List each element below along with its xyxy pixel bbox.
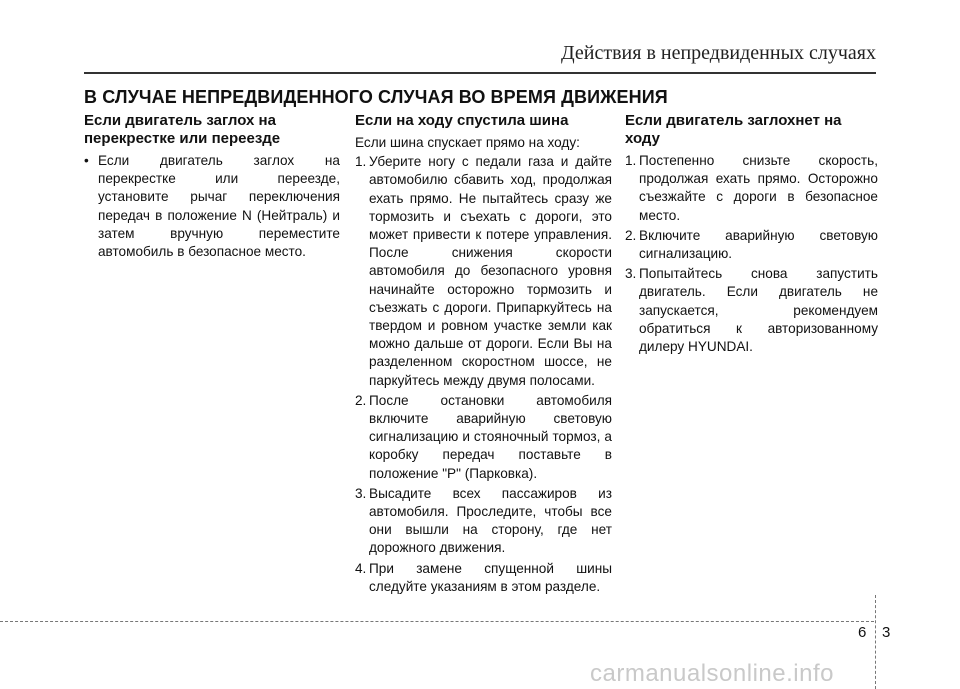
footer-dashed-rule: [0, 621, 874, 622]
list-number: 4.: [355, 560, 367, 576]
list-item: [355, 560, 612, 596]
list-item-text: После остановки автомобиля включите аварийную световую сигнализацию и стояночный тормоз, а коробку передач поставьте в положение "P" (Парковка).: [369, 392, 612, 481]
list-item: [355, 153, 612, 390]
list-number: 1.: [355, 154, 367, 170]
heading-flat-tire: Если на ходу спустила шина: [355, 112, 569, 129]
list-item-text: Попытайтесь снова запустить двигатель. Если двигатель не запускается, рекомендуем обратиться к авторизованному дилеру HYUNDAI.: [639, 266, 878, 355]
list-item: [355, 392, 612, 483]
list-item: [84, 152, 340, 261]
list-number: 3.: [355, 485, 367, 501]
list-item-text: При замене спущенной шины следуйте указаниям в этом разделе.: [369, 560, 612, 594]
bullet-marker: •: [84, 153, 89, 168]
list-number: 2.: [625, 227, 637, 243]
list-item-text: Уберите ногу с педали газа и дайте автомобилю сбавить ход, продолжая ехать прямо. Не пытайтесь сразу же тормозить и съехать с дороги, это может привести к потере управления. После снижения скорости автомобиля до безопасного уровня начинайте осторожно тормозить и съезжать с дороги. Припаркуйтесь на твердом и ровном участке земли как можно дальше от дороги. Если Вы на разделенном скоростном шоссе, не паркуйтесь между двумя полосами.: [369, 154, 612, 388]
list-item-text: Если двигатель заглох на перекрестке или переезде, установите рычаг переключения передач в положение N (Нейтраль) и затем вручную переместите автомобиль в безопасное место.: [98, 153, 340, 260]
chapter-title: Действия в непредвиденных случаях: [561, 42, 876, 64]
watermark: carmanualsonline.info: [590, 660, 834, 687]
intro-text: Если шина спускает прямо на ходу:: [355, 135, 580, 150]
list-item-text: Постепенно снизьте скорость, продолжая ехать прямо. Осторожно съезжайте с дороги в безопасное место.: [639, 153, 878, 223]
section-title: В СЛУЧАЕ НЕПРЕДВИДЕННОГО СЛУЧАЯ ВО ВРЕМЯ ДВИЖЕНИЯ: [84, 87, 668, 107]
column-engine-stall-crossing: [84, 112, 340, 263]
page-chapter-number: 6: [858, 624, 867, 641]
footer-vertical-divider: [875, 595, 876, 689]
list-number: 2.: [355, 392, 367, 408]
heading-engine-stall-driving: Если двигатель заглохнет на ходу: [625, 112, 842, 147]
list-item: [625, 152, 878, 225]
column-flat-tire: [355, 112, 612, 598]
heading-engine-stall-crossing: Если двигатель заглох на перекрестке или переезде: [84, 112, 281, 147]
column-engine-stall-driving: [625, 112, 878, 358]
page-number: 3: [882, 624, 891, 641]
list-number: 3.: [625, 266, 637, 282]
list-item: [355, 485, 612, 558]
list-item: [625, 265, 878, 356]
header-rule: [84, 72, 876, 74]
list-item: [625, 227, 878, 263]
list-item-text: Высадите всех пассажиров из автомобиля. Проследите, чтобы все они вышли на сторону, где нет дорожного движения.: [369, 485, 612, 556]
list-number: 1.: [625, 153, 637, 168]
list-item-text: Включите аварийную световую сигнализацию.: [639, 227, 878, 262]
